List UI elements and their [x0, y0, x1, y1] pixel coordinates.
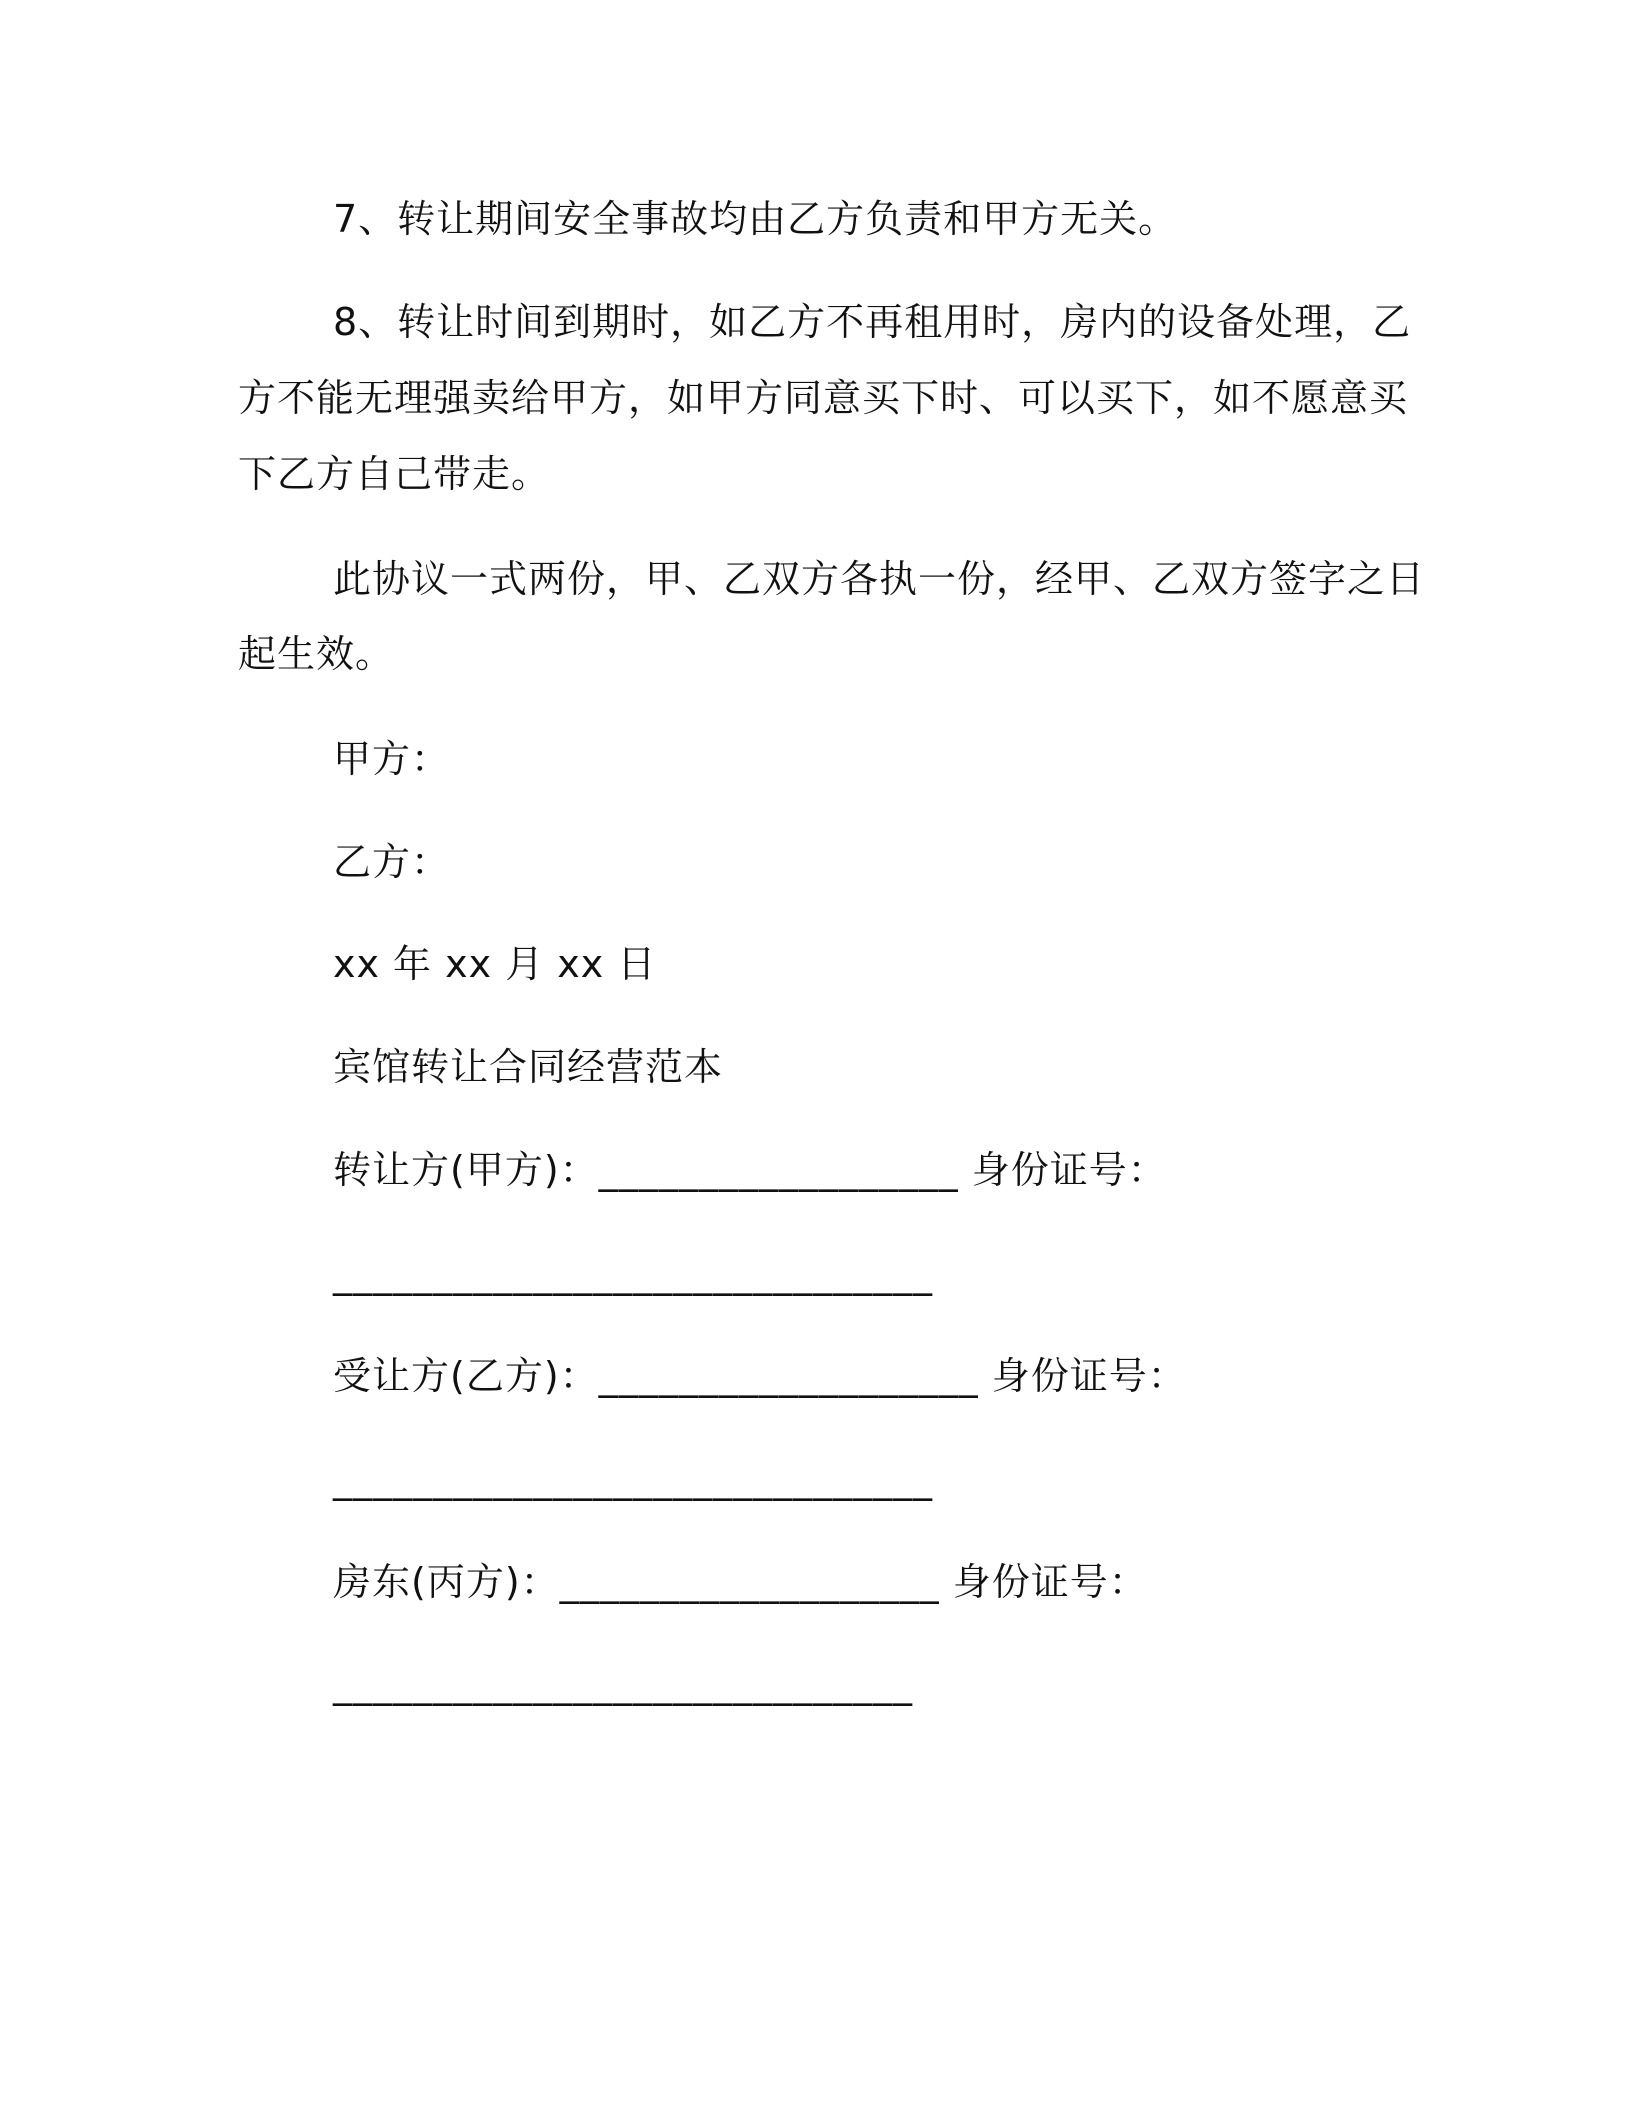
- transferor-line: 转让方(甲方)：__________________ 身份证号：: [333, 1148, 1167, 1192]
- transferee-line: 受让方(乙方)：___________________ 身份证号：: [333, 1354, 1187, 1398]
- clause-8-line-2: 方不能无理强卖给甲方，如甲方同意买下时、可以买下，如不愿意买: [238, 376, 1409, 420]
- landlord-id-blank: _____________________________: [333, 1662, 913, 1706]
- party-b-label: 乙方：: [333, 840, 451, 884]
- transferor-id-blank: ______________________________: [333, 1252, 933, 1296]
- clause-8-line-3: 下乙方自己带走。: [238, 452, 551, 496]
- clause-7: 7、转让期间安全事故均由乙方负责和甲方无关。: [333, 197, 1178, 241]
- effect-clause-line-2: 起生效。: [238, 632, 395, 676]
- date-line: xx 年 xx 月 xx 日: [333, 942, 657, 986]
- clause-8-line-1: 8、转让时间到期时，如乙方不再租用时，房内的设备处理，乙: [333, 300, 1412, 344]
- effect-clause-line-1: 此协议一式两份，甲、乙双方各执一份，经甲、乙双方签字之日: [333, 557, 1426, 601]
- party-a-label: 甲方：: [333, 737, 451, 781]
- transferee-id-blank: ______________________________: [333, 1457, 933, 1501]
- next-document-title: 宾馆转让合同经营范本: [333, 1045, 724, 1089]
- landlord-line: 房东(丙方)：___________________ 身份证号：: [333, 1560, 1148, 1604]
